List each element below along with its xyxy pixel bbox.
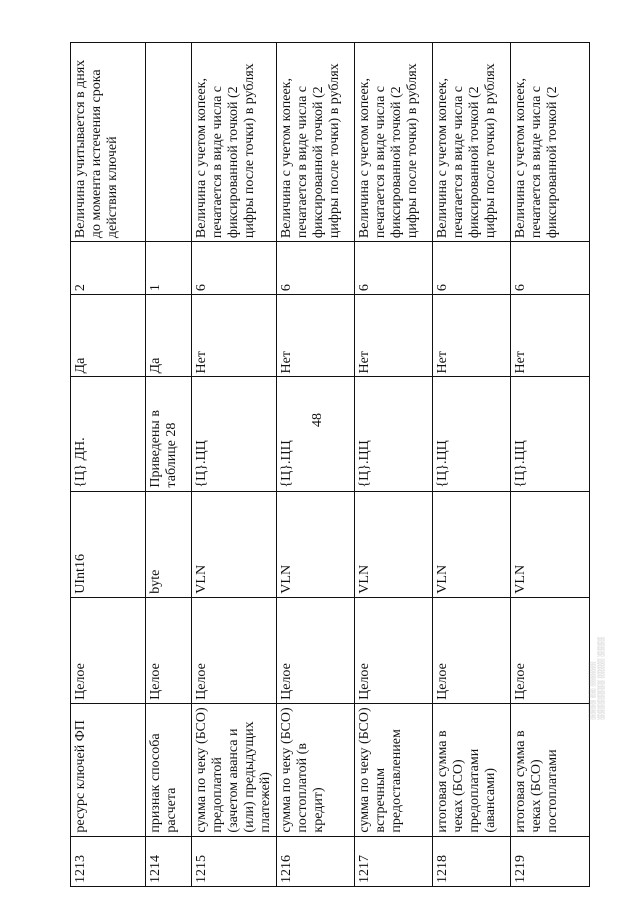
required-cell: Нет <box>192 295 277 377</box>
required-cell: Да <box>71 295 146 377</box>
length-cell: 1 <box>146 242 192 295</box>
attributes-table <box>70 42 590 887</box>
type-cell: Целое <box>146 597 192 703</box>
required-cell: Нет <box>277 295 355 377</box>
note-cell: Величина с учетом копеек, печатается в виде числа с фиксированной точкой (2 цифры после точки) в рублях <box>277 43 355 242</box>
value-cell: {Ц}.ЦЦ <box>355 377 433 491</box>
format-cell: VLN <box>355 491 433 597</box>
table-frame <box>70 42 585 887</box>
type-cell: Целое <box>511 597 590 703</box>
tag-cell: 1217 <box>355 836 433 886</box>
length-cell: 6 <box>433 242 511 295</box>
table-row <box>71 43 146 887</box>
table-row <box>511 43 590 887</box>
note-cell: Величина с учетом копеек, печатается в виде числа с фиксированной точкой (2 <box>511 43 590 242</box>
table-row <box>433 43 511 887</box>
table-row <box>192 43 277 887</box>
type-cell: Целое <box>277 597 355 703</box>
format-cell: VLN <box>433 491 511 597</box>
print-footer-watermark <box>588 540 628 720</box>
name-cell: сумма по чеку (БСО) предоплатой (зачетом аванса и (или) предыдущих платежей) <box>192 703 277 836</box>
table-row <box>277 43 355 887</box>
format-cell: VLN <box>511 491 590 597</box>
name-cell: итоговая сумма в чеках (БСО) предоплатами (авансами) <box>433 703 511 836</box>
length-cell: 6 <box>511 242 590 295</box>
tag-cell: 1216 <box>277 836 355 886</box>
name-cell: сумма по чеку (БСО) встречным предоставлением <box>355 703 433 836</box>
required-cell: Нет <box>433 295 511 377</box>
required-cell: Да <box>146 295 192 377</box>
rotated-table-container <box>70 42 585 887</box>
name-cell: признак способа расчета <box>146 703 192 836</box>
length-cell: 6 <box>192 242 277 295</box>
value-cell: {Ц}.ЦЦ <box>192 377 277 491</box>
note-cell: Величина с учетом копеек, печатается в виде числа с фиксированной точкой (2 цифры после точки) в рублях <box>433 43 511 242</box>
name-cell: сумма по чеку (БСО) постоплатой (в кредит) <box>277 703 355 836</box>
required-cell: Нет <box>511 295 590 377</box>
format-cell: VLN <box>192 491 277 597</box>
name-cell: ресурс ключей ФП <box>71 703 146 836</box>
format-cell: VLN <box>277 491 355 597</box>
tag-cell: 1214 <box>146 836 192 886</box>
length-cell: 2 <box>71 242 146 295</box>
tag-cell: 1213 <box>71 836 146 886</box>
note-cell <box>146 43 192 242</box>
length-cell: 6 <box>355 242 433 295</box>
length-cell: 6 <box>277 242 355 295</box>
required-cell: Нет <box>355 295 433 377</box>
value-cell: {Ц}.ЦЦ <box>511 377 590 491</box>
value-cell: Приведены в таблице 28 <box>146 377 192 491</box>
note-cell: Величина учитывается в днях до момента истечения срока действия ключей <box>71 43 146 242</box>
tag-cell: 1215 <box>192 836 277 886</box>
format-cell: UInt16 <box>71 491 146 597</box>
table-row <box>146 43 192 887</box>
value-cell: {Ц}.ЦЦ <box>433 377 511 491</box>
value-cell: {Ц} ДН. <box>71 377 146 491</box>
type-cell: Целое <box>433 597 511 703</box>
name-cell: итоговая сумма в чеках (БСО) постоплатами <box>511 703 590 836</box>
table-row <box>355 43 433 887</box>
footer-line-1: ░░░░ ░░ ░░░░░ <box>588 661 596 720</box>
page-number: 48 <box>310 413 325 427</box>
note-cell: Величина с учетом копеек, печатается в виде числа с фиксированной точкой (2 цифры после точки) в рублях <box>192 43 277 242</box>
type-cell: Целое <box>355 597 433 703</box>
tag-cell: 1218 <box>433 836 511 886</box>
footer-line-2: ░░░░░░░░ ░░░░ ░░░░ <box>597 637 605 720</box>
format-cell: byte <box>146 491 192 597</box>
note-cell: Величина с учетом копеек, печатается в виде числа с фиксированной точкой (2 цифры после точки) в рублях <box>355 43 433 242</box>
type-cell: Целое <box>71 597 146 703</box>
value-cell: {Ц}.ЦЦ <box>277 377 355 491</box>
type-cell: Целое <box>192 597 277 703</box>
tag-cell: 1219 <box>511 836 590 886</box>
